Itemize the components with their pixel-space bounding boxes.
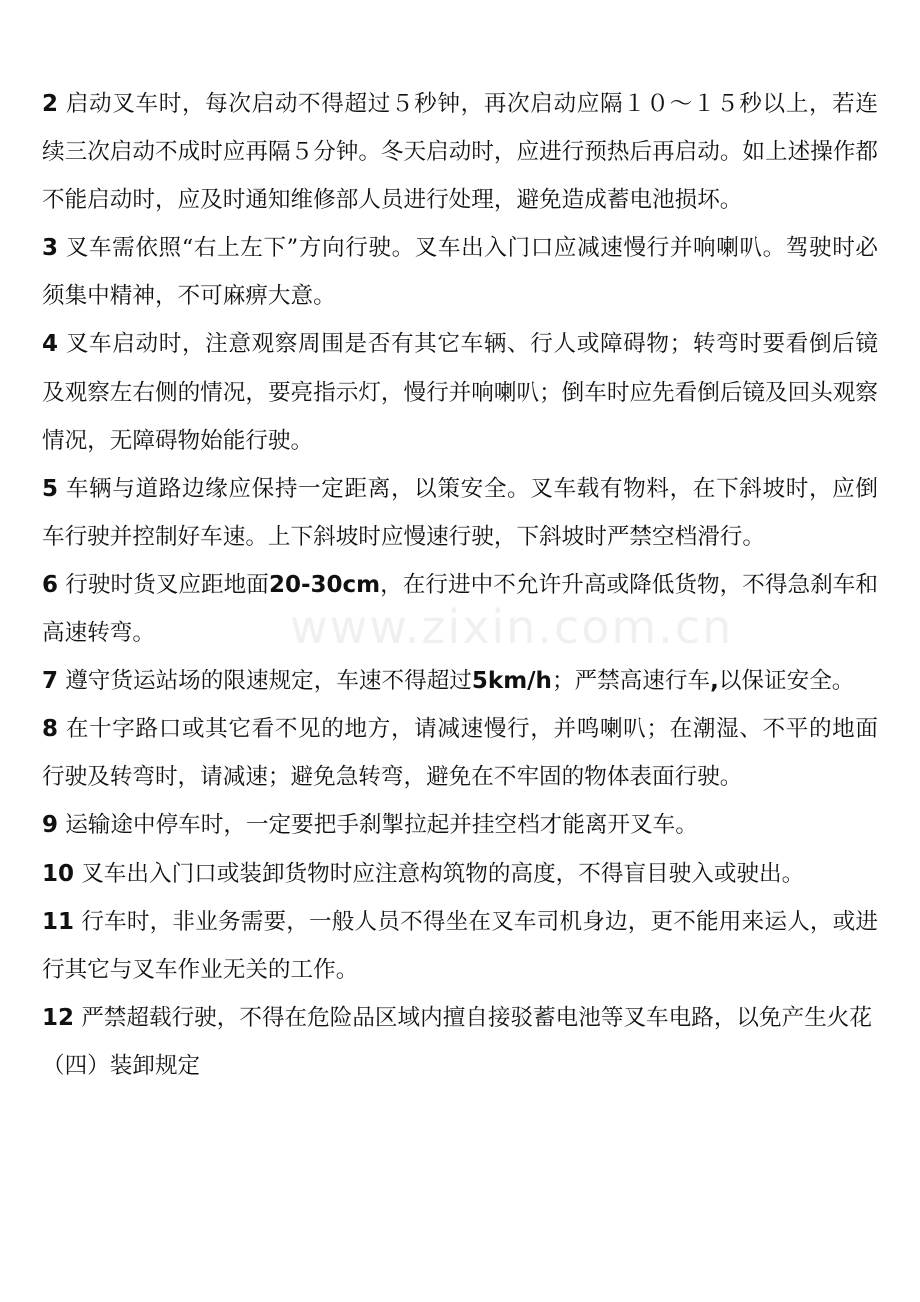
watermark: www.zixin.com.cn (290, 600, 734, 654)
bold-inline-text: 20-30cm (268, 571, 381, 598)
rule-paragraph-11 (42, 898, 878, 994)
rule-text: 启动叉车时，每次启动不得超过５秒钟，再次启动应隔１０～１５秒以上，若连续三次启动不成时应再隔５分钟。冬天启动时，应进行预热后再启动。如上述操作都不能启动时，应及时通知维修部人员进行处理，避免造成蓄电池损坏。 (42, 91, 878, 214)
rule-number: 12 (42, 1004, 75, 1031)
rule-text: 行车时，非业务需要，一般人员不得坐在叉车司机身边，更不能用来运人，或进行其它与叉车作业无关的工作。 (42, 908, 878, 983)
rule-text: ，在行进中不允许升高或降低货物，不得急刹车和高速转弯。 (42, 571, 879, 647)
rule-text: 遵守货运站场的限速规定，车速不得超过 (65, 668, 472, 695)
document-body (42, 80, 878, 1090)
rule-number: 3 (42, 235, 59, 262)
rule-text: 行驶时货叉应距地面 (65, 571, 269, 598)
rule-text: 车辆与道路边缘应保持一定距离，以策安全。叉车载有物料，在下斜坡时，应倒车行驶并控制好车速。上下斜坡时应慢速行驶，下斜坡时严禁空档滑行。 (42, 475, 878, 550)
rule-number: 4 (42, 331, 59, 358)
rule-number: 10 (42, 860, 75, 887)
rule-number: 9 (42, 812, 59, 839)
bold-inline-text: 5km/h (471, 668, 552, 695)
rule-text: 以保证安全。 (718, 668, 855, 695)
rule-paragraph-8 (42, 705, 878, 801)
rule-number: 5 (42, 475, 59, 502)
rule-text: 在十字路口或其它看不见的地方，请减速慢行，并鸣喇叭；在潮湿、不平的地面行驶及转弯时，请减速；避免急转弯，避免在不牢固的物体表面行驶。 (42, 716, 878, 791)
section-heading: （四）装卸规定 (42, 1052, 201, 1079)
rule-number: 8 (42, 716, 59, 743)
rule-number: 11 (42, 908, 75, 935)
rule-text: 叉车启动时，注意观察周围是否有其它车辆、行人或障碍物；转弯时要看倒后镜及观察左右侧的情况，要亮指示灯，慢行并响喇叭；倒车时应先看倒后镜及回头观察情况，无障碍物始能行驶。 (42, 331, 878, 454)
rule-paragraph-10 (42, 850, 878, 898)
rule-number: 7 (42, 668, 59, 695)
rule-text: 叉车需依照“右上左下”方向行驶。叉车出入门口应减速慢行并响喇叭。驾驶时必须集中精神，不可麻痹大意。 (42, 235, 878, 310)
rule-paragraph-2 (42, 80, 878, 224)
rule-text: ；严禁高速行车 (551, 668, 711, 695)
rule-paragraph-12 (42, 994, 878, 1042)
rule-text: 叉车出入门口或装卸货物时应注意构筑物的高度，不得盲目驶入或驶出。 (81, 860, 805, 887)
rule-paragraph-5 (42, 465, 878, 561)
rule-paragraph-4 (42, 320, 878, 464)
rule-paragraph-3 (42, 224, 878, 320)
rule-paragraph-6 (42, 561, 878, 657)
bold-inline-text: , (710, 668, 719, 695)
rule-text: 运输途中停车时，一定要把手刹掣拉起并挂空档才能离开叉车。 (65, 812, 698, 839)
rule-paragraph-7 (42, 657, 878, 705)
rule-number: 2 (42, 91, 59, 117)
rule-paragraph-9 (42, 801, 878, 849)
rule-number: 6 (42, 571, 59, 598)
rule-text: 严禁超载行驶，不得在危险品区域内擅自接驳蓄电池等叉车电路，以免产生火花 (81, 1004, 872, 1031)
